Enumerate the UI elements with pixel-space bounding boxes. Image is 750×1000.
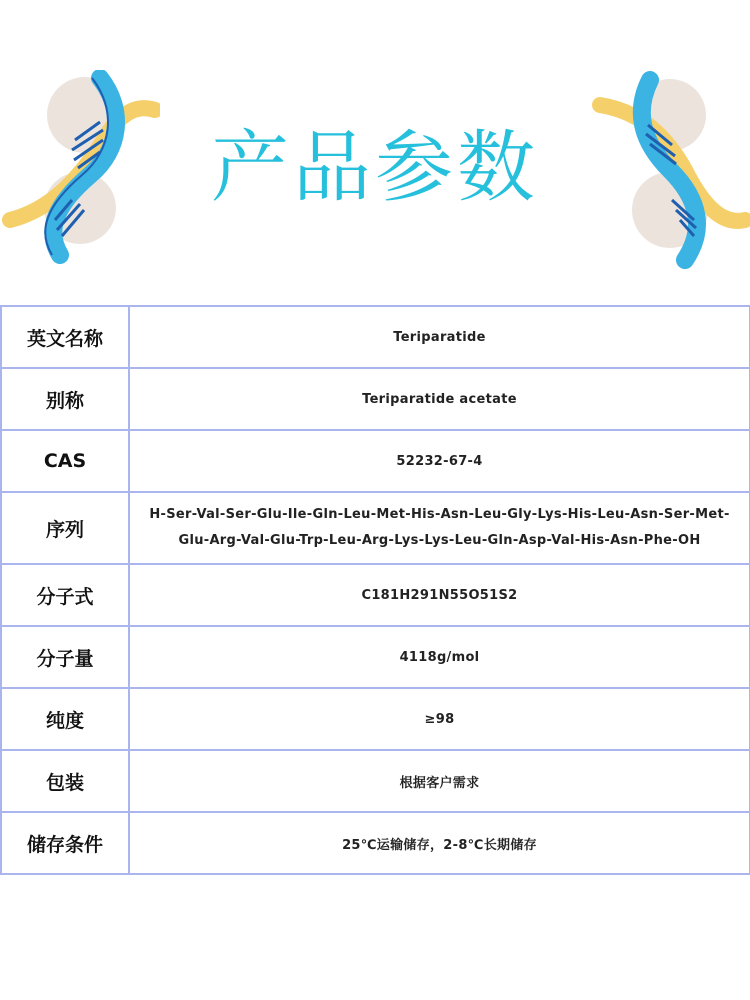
- row-label: 纯度: [1, 688, 129, 750]
- row-value: Teriparatide: [129, 306, 750, 368]
- row-value: ≥98: [129, 688, 750, 750]
- sequence-line-1: H-Ser-Val-Ser-Glu-Ile-Gln-Leu-Met-His-Asn-Leu-Gly-Lys-His-Leu-Asn-Ser-Met-: [149, 507, 730, 522]
- row-label: 英文名称: [1, 306, 129, 368]
- row-label: 分子式: [1, 564, 129, 626]
- row-label: 包装: [1, 750, 129, 812]
- row-value: 根据客户需求: [129, 750, 750, 812]
- row-value: [129, 492, 750, 564]
- row-label: 储存条件: [1, 812, 129, 874]
- table-row-formula: [1, 564, 750, 626]
- table-row-cas: [1, 430, 750, 492]
- row-value: Teriparatide acetate: [129, 368, 750, 430]
- table-row-english-name: [1, 306, 750, 368]
- sequence-line-2: Glu-Arg-Val-Glu-Trp-Leu-Arg-Lys-Lys-Leu-Gln-Asp-Val-His-Asn-Phe-OH: [178, 533, 701, 548]
- row-label: CAS: [1, 430, 129, 492]
- table-row-molecular-weight: [1, 626, 750, 688]
- product-spec-table: [0, 305, 750, 875]
- row-value: 4118g/mol: [129, 626, 750, 688]
- row-label: 别称: [1, 368, 129, 430]
- table-row-sequence: [1, 492, 750, 564]
- dna-helix-right-icon: [590, 70, 750, 270]
- row-label: 分子量: [1, 626, 129, 688]
- table-row-storage: [1, 812, 750, 874]
- row-value: 52232-67-4: [129, 430, 750, 492]
- table-row-packaging: [1, 750, 750, 812]
- row-value: 25℃运输储存，2-8℃长期储存: [129, 812, 750, 874]
- table-row-alias: [1, 368, 750, 430]
- table-row-purity: [1, 688, 750, 750]
- page-title: 产品参数: [210, 123, 539, 213]
- row-label: 序列: [1, 492, 129, 564]
- row-value: C181H291N55O51S2: [129, 564, 750, 626]
